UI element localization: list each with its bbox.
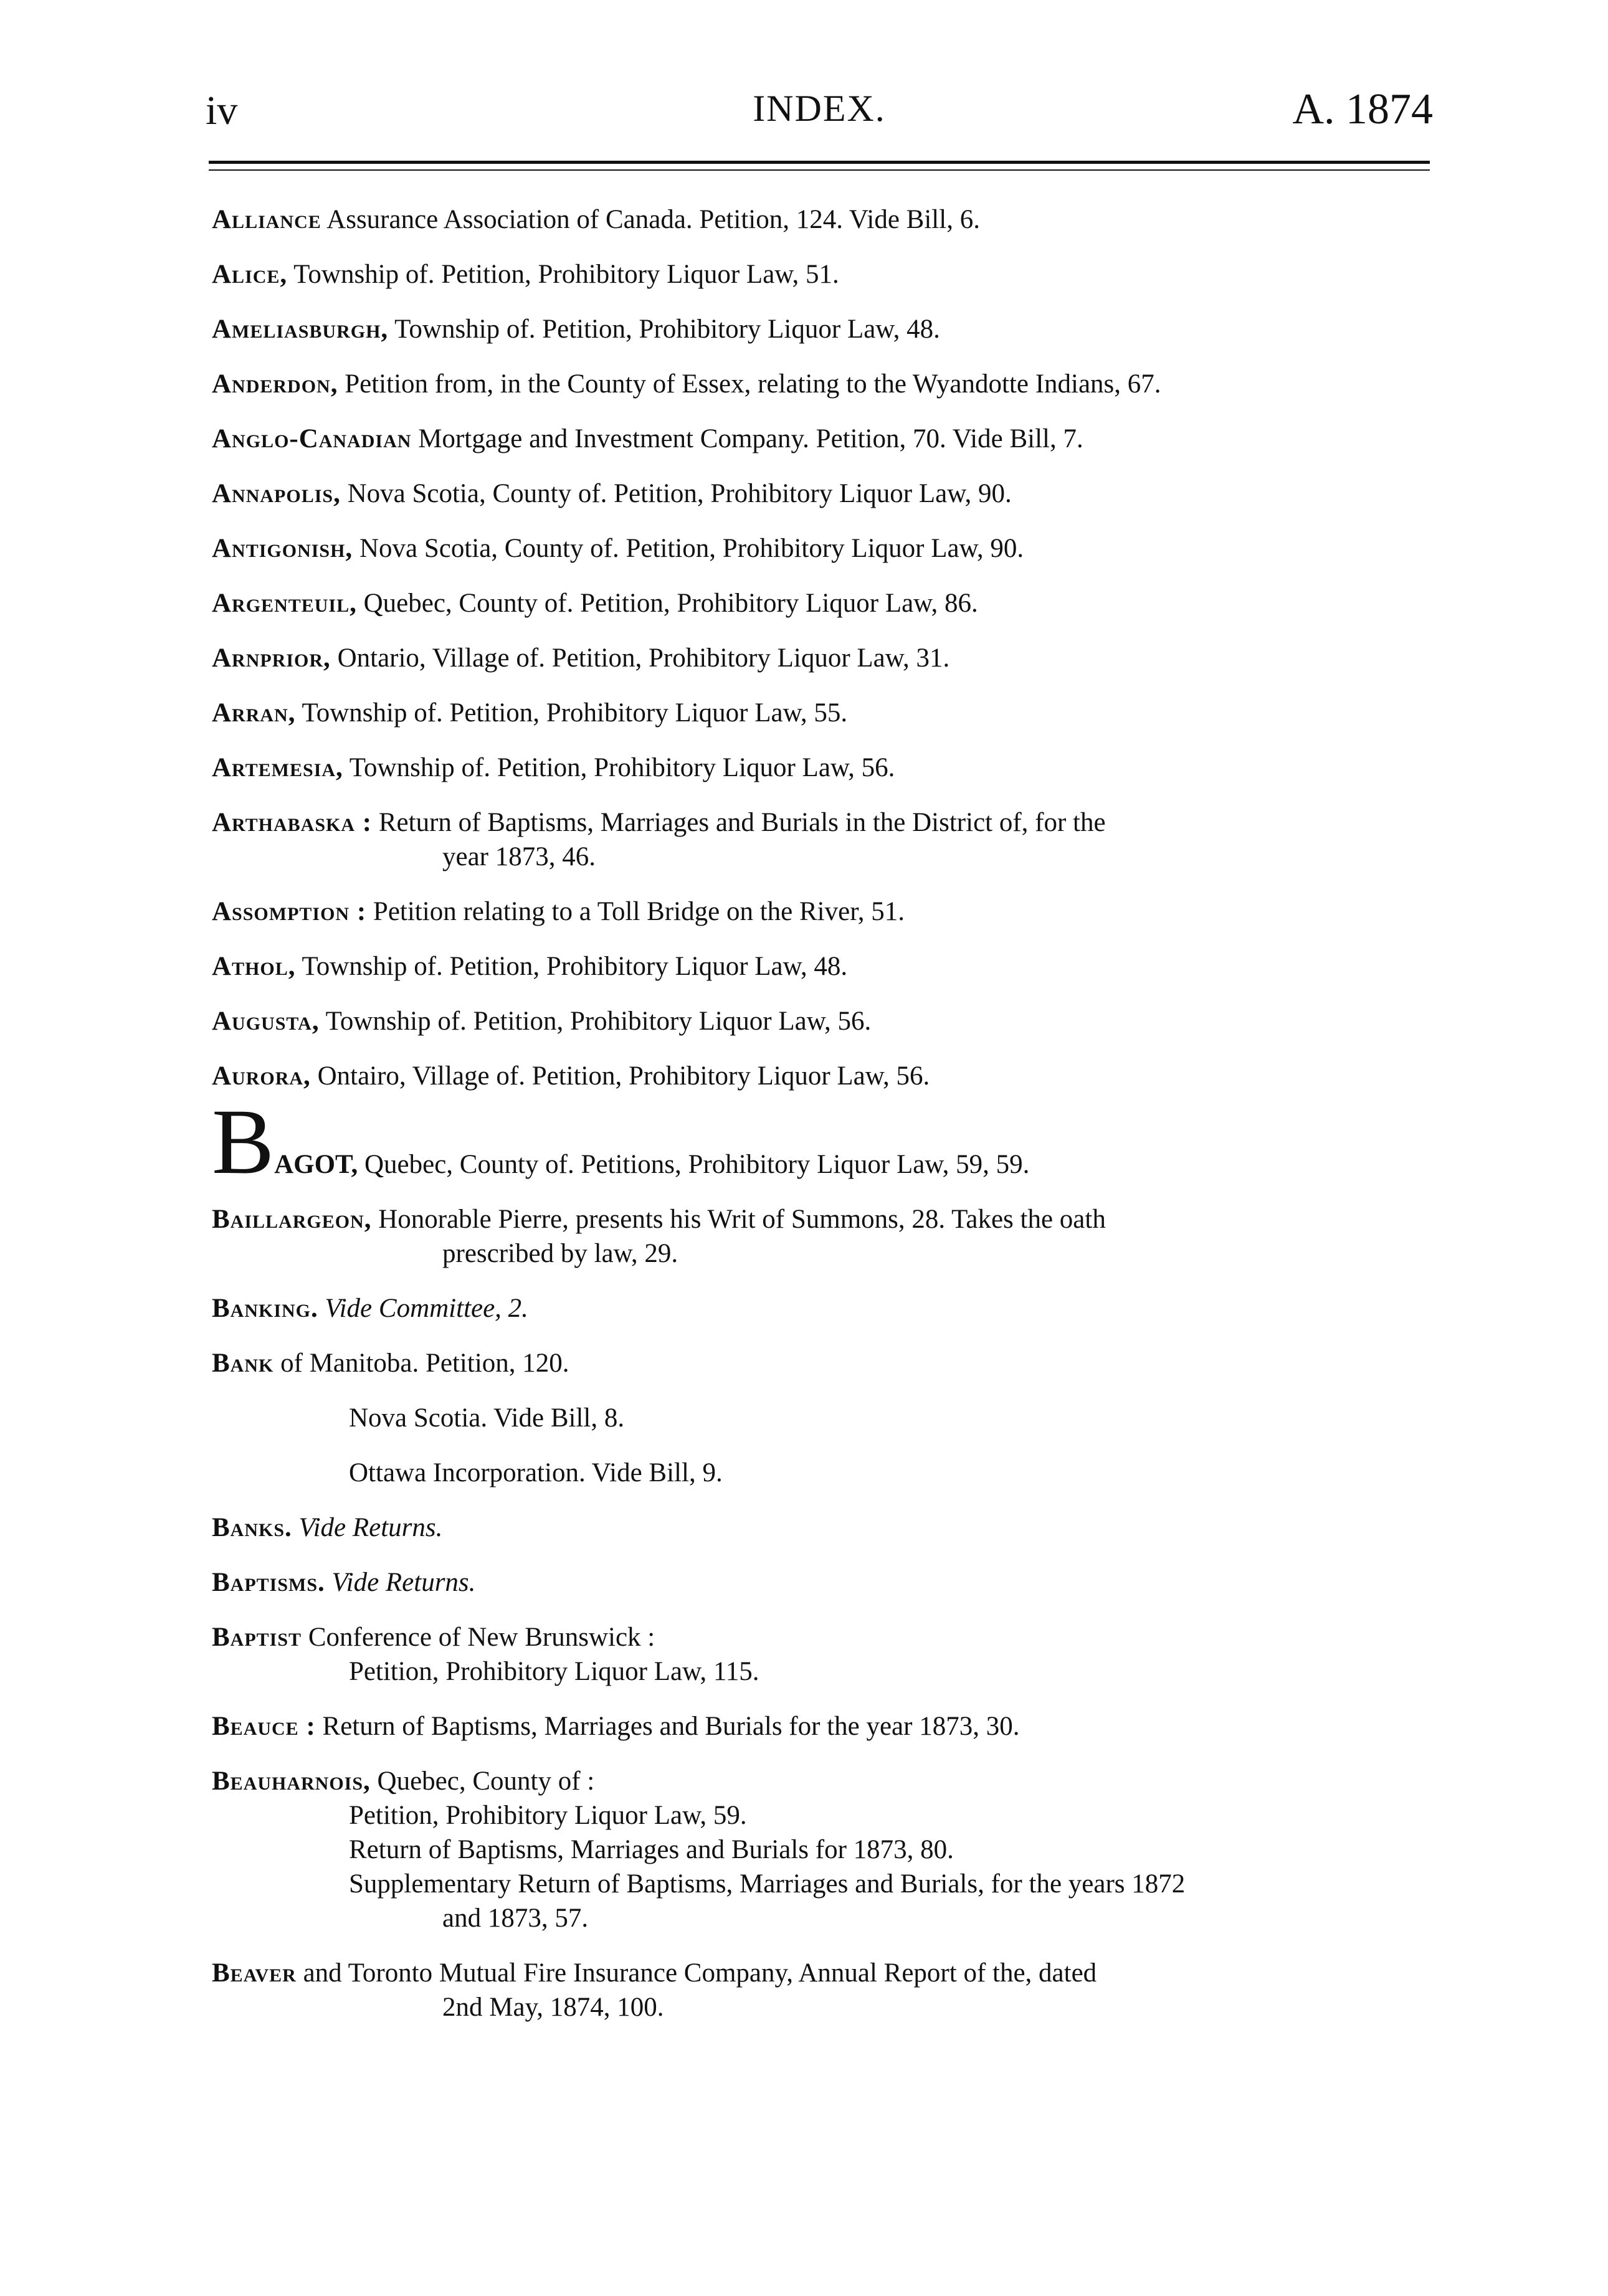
entry-text: Nova Scotia. Vide Bill, 8.: [349, 1403, 625, 1433]
entry-text: Ottawa Incorporation. Vide Bill, 9.: [349, 1458, 723, 1487]
entry-continuation: and 1873, 57.: [442, 1904, 589, 1933]
index-entry: [212, 422, 1464, 456]
entry-text: Township of. Petition, Prohibitory Liquor Law, 55.: [302, 698, 848, 728]
index-entry: [212, 641, 1464, 675]
index-entry: [212, 751, 1464, 785]
index-entry: [212, 949, 1464, 984]
entry-keyword: Antigonish,: [212, 534, 353, 563]
entry-keyword: Anderdon,: [212, 369, 338, 399]
index-subentry: [212, 1401, 1464, 1435]
index-subentry: [212, 1867, 1464, 1935]
entry-text: Honorable Pierre, presents his Writ of Summons, 28. Takes the oath: [378, 1205, 1106, 1234]
entry-keyword: Arthabaska :: [212, 808, 373, 837]
index-subentry: [212, 1456, 1464, 1490]
index-entry-baillargeon: [212, 1202, 1464, 1271]
entry-keyword: Assomption :: [212, 897, 367, 926]
index-entry: [212, 312, 1464, 346]
entry-text: Township of. Petition, Prohibitory Liquor Law, 48.: [302, 952, 848, 981]
index-subentry: [212, 1654, 1464, 1689]
entry-continuation: year 1873, 46.: [442, 842, 596, 871]
volume-label: A. 1874: [1292, 85, 1433, 133]
index-entry-bank: [212, 1346, 1464, 1380]
entry-text: Township of. Petition, Prohibitory Liquor Law, 51.: [293, 260, 839, 289]
index-entry: [212, 202, 1464, 237]
entry-keyword: Baptist: [212, 1623, 302, 1652]
entry-keyword: Augusta,: [212, 1007, 320, 1036]
entry-keyword: Arnprior,: [212, 643, 331, 673]
entry-text: Conference of New Brunswick :: [308, 1623, 655, 1652]
entry-keyword: Baptisms.: [212, 1568, 325, 1597]
entry-keyword: Ameliasburgh,: [212, 315, 389, 344]
index-entry-baptisms: [212, 1565, 1464, 1600]
entry-text: and Toronto Mutual Fire Insurance Company, Annual Report of the, dated: [303, 1958, 1097, 1988]
index-entry: [212, 1004, 1464, 1038]
entry-text: Petition relating to a Toll Bridge on the River, 51.: [373, 897, 905, 926]
entry-keyword: Beauharnois,: [212, 1767, 371, 1796]
entry-text: Petition, Prohibitory Liquor Law, 59.: [349, 1801, 747, 1830]
entry-keyword: Bank: [212, 1349, 274, 1378]
index-entry: [212, 257, 1464, 292]
entry-keyword: Alliance: [212, 205, 321, 234]
entry-text: Ontairo, Village of. Petition, Prohibitory Liquor Law, 56.: [317, 1061, 930, 1091]
entry-text: Assurance Association of Canada. Petition, 124. Vide Bill, 6.: [326, 205, 980, 234]
entry-keyword: AGOT,: [274, 1150, 358, 1179]
index-entry: [212, 894, 1464, 929]
entry-text: Petition, Prohibitory Liquor Law, 115.: [349, 1657, 759, 1686]
index-entry: [212, 1059, 1464, 1093]
index-entry: [212, 477, 1464, 511]
index-entry: [212, 586, 1464, 620]
entry-text: Return of Baptisms, Marriages and Burials for the year 1873, 30.: [322, 1712, 1020, 1741]
entry-keyword: Beaver: [212, 1958, 297, 1988]
header-rule-thin: [209, 169, 1430, 171]
entry-text: Mortgage and Investment Company. Petition, 70. Vide Bill, 7.: [418, 424, 1083, 453]
entry-text: Petition from, in the County of Essex, relating to the Wyandotte Indians, 67.: [345, 369, 1161, 399]
index-entry: [212, 805, 1464, 874]
entry-continuation: 2nd May, 1874, 100.: [442, 1993, 664, 2022]
index-entry-beauharnois: [212, 1764, 1464, 1798]
entry-keyword: Argenteuil,: [212, 589, 357, 618]
section-initial-b: B: [212, 1090, 275, 1193]
index-entry-baptist: [212, 1620, 1464, 1654]
entry-keyword: Banks.: [212, 1513, 292, 1542]
index-subentry: [212, 1798, 1464, 1833]
entry-text: Vide Returns.: [331, 1568, 476, 1597]
entry-keyword: Aurora,: [212, 1061, 311, 1091]
index-entry-beaver: [212, 1956, 1464, 2024]
header-rule-thick: [209, 161, 1430, 164]
entry-keyword: Athol,: [212, 952, 296, 981]
entry-text: Township of. Petition, Prohibitory Liquor Law, 56.: [325, 1007, 872, 1036]
entry-keyword: Annapolis,: [212, 479, 341, 508]
index-entries: [212, 202, 1464, 2045]
entry-keyword: Alice,: [212, 260, 288, 289]
entry-text: Quebec, County of :: [377, 1767, 595, 1796]
entry-text: Return of Baptisms, Marriages and Burials for 1873, 80.: [349, 1835, 954, 1864]
index-entry-beauce: [212, 1709, 1464, 1743]
index-entry-banking: [212, 1291, 1464, 1326]
entry-text: Supplementary Return of Baptisms, Marriages and Burials, for the years 1872: [349, 1869, 1186, 1899]
index-entry-banks: [212, 1511, 1464, 1545]
entry-text: Quebec, County of. Petitions, Prohibitory Liquor Law, 59, 59.: [364, 1150, 1030, 1179]
entry-text: Ontario, Village of. Petition, Prohibitory Liquor Law, 31.: [337, 643, 950, 673]
page-number: iv: [206, 88, 238, 133]
entry-text: of Manitoba. Petition, 120.: [280, 1349, 569, 1378]
index-entry-bagot: [212, 1090, 1464, 1193]
page-header: [206, 87, 1433, 149]
entry-text: Return of Baptisms, Marriages and Burials in the District of, for the: [378, 808, 1106, 837]
entry-keyword: Artemesia,: [212, 753, 343, 782]
entry-text: Vide Committee, 2.: [325, 1294, 528, 1323]
index-entry: [212, 531, 1464, 566]
entry-keyword: Anglo-Canadian: [212, 424, 412, 453]
entry-continuation: prescribed by law, 29.: [442, 1239, 678, 1268]
entry-text: Nova Scotia, County of. Petition, Prohibitory Liquor Law, 90.: [359, 534, 1024, 563]
entry-text: Vide Returns.: [298, 1513, 443, 1542]
index-entry: [212, 696, 1464, 730]
entry-text: Township of. Petition, Prohibitory Liquor Law, 56.: [349, 753, 895, 782]
entry-text: Quebec, County of. Petition, Prohibitory Liquor Law, 86.: [363, 589, 978, 618]
entry-text: Township of. Petition, Prohibitory Liquor Law, 48.: [394, 315, 940, 344]
entry-keyword: Banking.: [212, 1294, 318, 1323]
page-title: INDEX.: [753, 88, 886, 129]
entry-keyword: Beauce :: [212, 1712, 316, 1741]
index-entry: [212, 367, 1464, 401]
entry-text: Nova Scotia, County of. Petition, Prohibitory Liquor Law, 90.: [347, 479, 1012, 508]
index-subentry: [212, 1833, 1464, 1867]
entry-keyword: Baillargeon,: [212, 1205, 372, 1234]
entry-keyword: Arran,: [212, 698, 296, 728]
